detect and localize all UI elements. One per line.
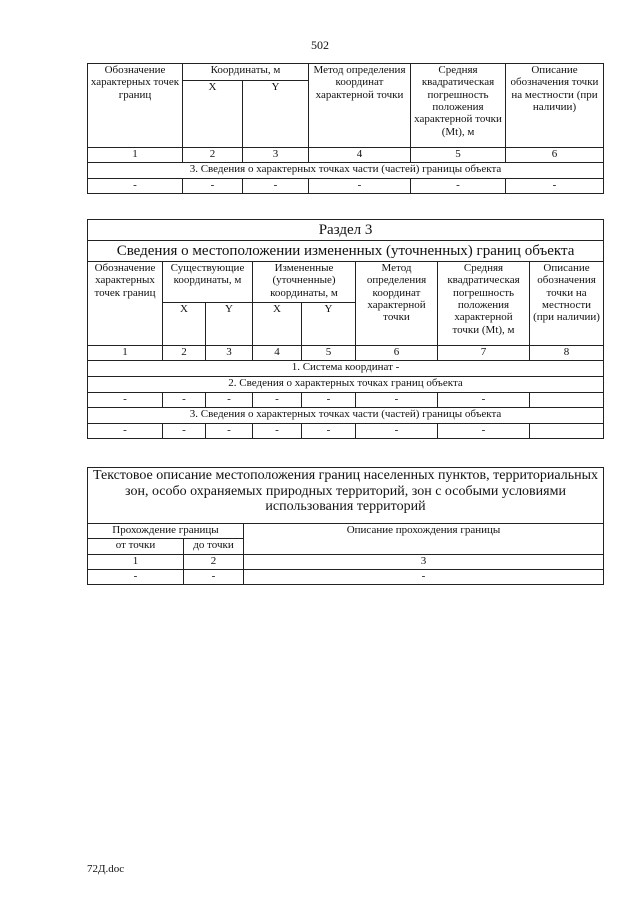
header-y: Y xyxy=(302,303,356,346)
col-number: 1 xyxy=(88,555,184,570)
table-cell: - xyxy=(206,393,253,408)
section-heading: Раздел 3 xyxy=(88,220,604,241)
header-x: X xyxy=(253,303,302,346)
col-number: 7 xyxy=(438,346,530,361)
section-row: 3. Сведения о характерных точках части (частей) границы объекта xyxy=(88,163,604,179)
table-cell: - xyxy=(183,179,243,194)
col-number: 3 xyxy=(206,346,253,361)
table-row xyxy=(88,570,604,585)
col-number: 2 xyxy=(184,555,244,570)
table-cell: - xyxy=(356,393,438,408)
header-method: Метод определения координат характерной точки xyxy=(309,64,411,148)
col-number: 6 xyxy=(356,346,438,361)
header-x: X xyxy=(183,81,243,148)
header-designation: Обозначение характерных точек границ xyxy=(88,64,183,148)
column-number-row xyxy=(88,555,604,570)
header-mean-error: Средняя квадратическая погрешность положения характерной точки (Mt), м xyxy=(438,262,530,346)
table-cell xyxy=(530,424,604,439)
table-cell xyxy=(530,393,604,408)
header-existing-coordinates: Существующие координаты, м xyxy=(163,262,253,303)
table-cell: - xyxy=(411,179,506,194)
header-y: Y xyxy=(206,303,253,346)
boundary-description-table xyxy=(87,467,604,585)
table-cell: - xyxy=(356,424,438,439)
table-cell: - xyxy=(88,570,184,585)
header-changed-coordinates: Измененные (уточненные) координаты, м xyxy=(253,262,356,303)
table-cell: - xyxy=(302,424,356,439)
header-method: Метод определения координат характерной точки xyxy=(356,262,438,346)
section-row: 2. Сведения о характерных точках границ объекта xyxy=(88,377,604,393)
section-row: 3. Сведения о характерных точках части (частей) границы объекта xyxy=(88,408,604,424)
page-number: 502 xyxy=(311,38,329,52)
col-number: 1 xyxy=(88,148,183,163)
header-coordinates: Координаты, м xyxy=(183,64,309,81)
section-3-table xyxy=(87,219,604,439)
col-number: 3 xyxy=(244,555,604,570)
table-cell: - xyxy=(253,393,302,408)
header-boundary-passage: Прохождение границы xyxy=(88,524,244,539)
header-x: X xyxy=(163,303,206,346)
header-point-description: Описание обозначения точки на местности (при наличии) xyxy=(530,262,604,346)
table-cell: - xyxy=(163,393,206,408)
col-number: 5 xyxy=(411,148,506,163)
coordinate-system-row: 1. Система координат - xyxy=(88,361,604,377)
col-number: 2 xyxy=(183,148,243,163)
col-number: 8 xyxy=(530,346,604,361)
table-cell: - xyxy=(438,393,530,408)
table-cell: - xyxy=(302,393,356,408)
col-number: 4 xyxy=(253,346,302,361)
header-mean-error: Средняя квадратическая погрешность положения характерной точки (Mt), м xyxy=(411,64,506,148)
table-cell: - xyxy=(88,393,163,408)
column-number-row xyxy=(88,148,604,163)
table-cell: - xyxy=(184,570,244,585)
table-cell: - xyxy=(163,424,206,439)
characteristic-points-table xyxy=(87,63,604,194)
col-number: 1 xyxy=(88,346,163,361)
table-cell: - xyxy=(88,179,183,194)
section-title: Сведения о местоположении измененных (уточненных) границ объекта xyxy=(88,241,604,262)
col-number: 5 xyxy=(302,346,356,361)
col-number: 4 xyxy=(309,148,411,163)
table-cell: - xyxy=(88,424,163,439)
col-number: 3 xyxy=(243,148,309,163)
table-cell: - xyxy=(309,179,411,194)
table-cell: - xyxy=(206,424,253,439)
table-row xyxy=(88,393,604,408)
block-title: Текстовое описание местоположения границ населенных пунктов, территориальных зон, особо охраняемых природных территорий, зон с особыми условиями использования территорий xyxy=(88,468,604,524)
file-name-footer: 72Д.doc xyxy=(87,863,125,875)
table-row xyxy=(88,179,604,194)
table-cell: - xyxy=(438,424,530,439)
table-cell: - xyxy=(244,570,604,585)
table-cell: - xyxy=(253,424,302,439)
col-number: 2 xyxy=(163,346,206,361)
header-passage-description: Описание прохождения границы xyxy=(244,524,604,555)
header-point-description: Описание обозначения точки на местности (при наличии) xyxy=(506,64,604,148)
header-from-point: от точки xyxy=(88,539,184,555)
table-row xyxy=(88,424,604,439)
header-to-point: до точки xyxy=(184,539,244,555)
table-cell: - xyxy=(243,179,309,194)
col-number: 6 xyxy=(506,148,604,163)
header-designation: Обозначение характерных точек границ xyxy=(88,262,163,346)
column-number-row xyxy=(88,346,604,361)
table-cell: - xyxy=(506,179,604,194)
header-y: Y xyxy=(243,81,309,148)
